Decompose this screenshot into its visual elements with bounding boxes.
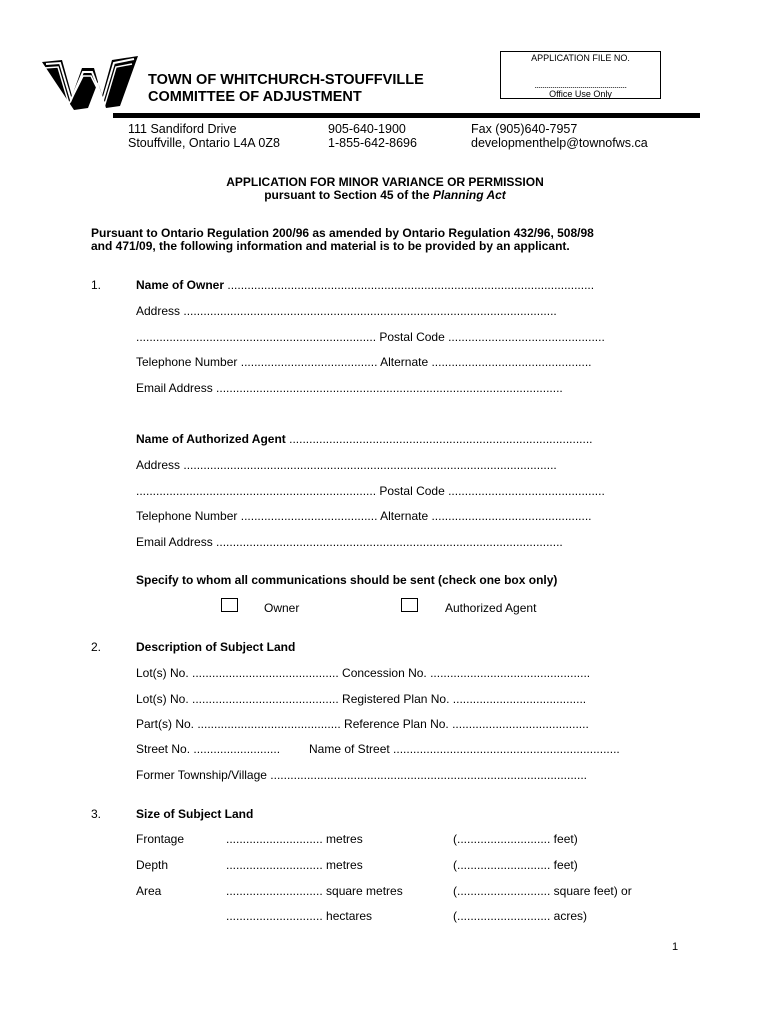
intro-line2: and 471/09, the following information and material is to be provided by an applicant. (91, 239, 570, 253)
owner-address-field[interactable]: Address ................................................................................................................ (136, 304, 557, 318)
depth-label: Depth (136, 858, 169, 872)
agent-name-dots: ........................................................................................... (285, 432, 593, 446)
subtitle-prefix: pursuant to Section 45 of the (264, 188, 433, 202)
header-rule (113, 113, 700, 118)
owner-postal-field[interactable]: ........................................................................ Postal Code ............................................... (136, 330, 605, 344)
area-label: Area (136, 884, 162, 898)
section3-heading: Size of Subject Land (136, 807, 254, 821)
fax-line: Fax (905)640-7957 (471, 122, 578, 136)
form-title: APPLICATION FOR MINOR VARIANCE OR PERMISSION (226, 175, 544, 189)
owner-name-label: Name of Owner (136, 278, 225, 292)
lot-concession-field[interactable]: Lot(s) No. ............................................ Concession No. ................................................ (136, 666, 591, 680)
frontage-label: Frontage (136, 832, 185, 846)
agent-phone-field[interactable]: Telephone Number ......................................... Alternate ................................................ (136, 509, 592, 523)
owner-checkbox[interactable] (221, 598, 238, 612)
owner-phone-field[interactable]: Telephone Number ......................................... Alternate ................................................ (136, 355, 592, 369)
email-line: developmenthelp@townofws.ca (471, 136, 648, 150)
agent-postal-field[interactable]: ........................................................................ Postal Code ............................................... (136, 484, 605, 498)
section2-number: 2. (91, 640, 102, 654)
page-number: 1 (672, 941, 679, 953)
communications-label: Specify to whom all communications should be sent (check one box only) (136, 573, 558, 587)
agent-name-label: Name of Authorized Agent (136, 432, 286, 446)
intro-line1: Pursuant to Ontario Regulation 200/96 as amended by Ontario Regulation 432/96, 508/98 (91, 226, 594, 240)
section3-number: 3. (91, 807, 102, 821)
town-logo (40, 52, 140, 114)
file-box-dots: .............................................. (534, 80, 627, 90)
depth-feet-field[interactable]: (............................ feet) (453, 858, 578, 872)
section2-heading: Description of Subject Land (136, 640, 296, 654)
street-number-field[interactable]: Street No. .......................... (136, 742, 281, 756)
owner-option-label: Owner (264, 601, 300, 615)
frontage-metres-field[interactable]: ............................. metres (226, 832, 363, 846)
subtitle-italic: Planning Act (432, 188, 506, 202)
area-sqm-field[interactable]: ............................. square metres (226, 884, 403, 898)
part-reference-plan-field[interactable]: Part(s) No. ........................................... Reference Plan No. ......................................... (136, 717, 589, 731)
org-committee: COMMITTEE OF ADJUSTMENT (148, 89, 362, 105)
area-hectares-field[interactable]: ............................. hectares (226, 909, 373, 923)
agent-checkbox[interactable] (401, 598, 418, 612)
frontage-feet-field[interactable]: (............................ feet) (453, 832, 578, 846)
depth-metres-field[interactable]: ............................. metres (226, 858, 363, 872)
agent-address-field[interactable]: Address ................................................................................................................ (136, 458, 557, 472)
form-subtitle (0, 188, 770, 202)
address-line1: 111 Sandiford Drive (128, 122, 237, 136)
lot-registered-plan-field[interactable]: Lot(s) No. ............................................ Registered Plan No. ........................................ (136, 692, 587, 706)
area-sqft-field[interactable]: (............................ square feet) or (453, 884, 632, 898)
street-name-field[interactable]: Name of Street .................................................................... (309, 742, 620, 756)
owner-name-dots: .............................................................................................................. (224, 278, 595, 292)
area-acres-field[interactable]: (............................ acres) (453, 909, 588, 923)
agent-name-field[interactable] (136, 432, 593, 446)
former-township-field[interactable]: Former Township/Village ............................................................................................... (136, 768, 588, 782)
org-name: TOWN OF WHITCHURCH-STOUFFVILLE (148, 72, 424, 88)
phone-line1: 905-640-1900 (328, 122, 406, 136)
file-box-title: APPLICATION FILE NO. (531, 53, 630, 63)
file-box-note: Office Use Only (549, 89, 612, 99)
owner-email-field[interactable]: Email Address ........................................................................................................ (136, 381, 563, 395)
phone-line2: 1-855-642-8696 (328, 136, 417, 150)
agent-option-label: Authorized Agent (445, 601, 537, 615)
section1-number: 1. (91, 278, 102, 292)
address-line2: Stouffville, Ontario L4A 0Z8 (128, 136, 280, 150)
owner-name-field[interactable] (136, 278, 594, 292)
agent-email-field[interactable]: Email Address ........................................................................................................ (136, 535, 563, 549)
application-file-box (500, 51, 661, 99)
